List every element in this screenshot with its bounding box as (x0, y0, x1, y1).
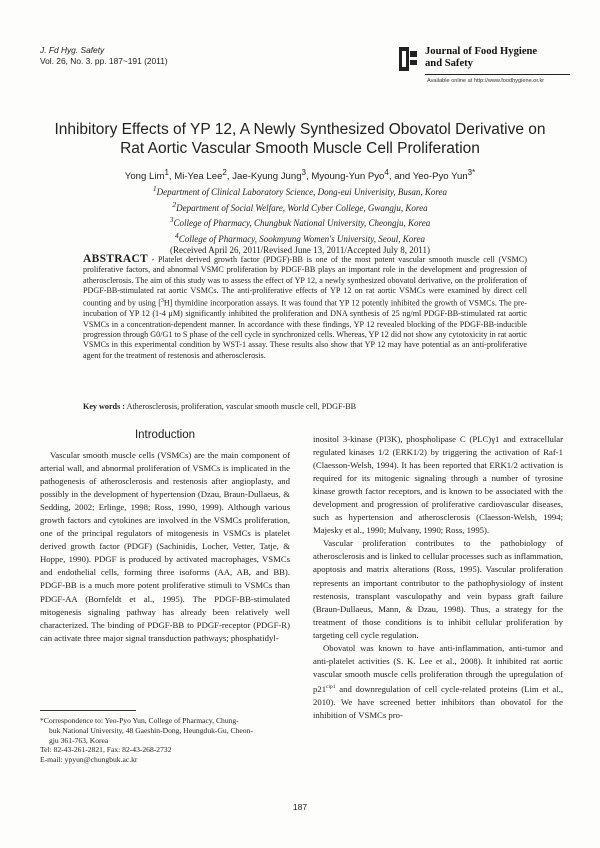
keywords-label: Key words : (83, 402, 125, 411)
affiliations (40, 183, 560, 257)
affiliation-line: $^4$College of Pharmacy, Sookmyung Women's University, Seoul, Korea (175, 230, 425, 244)
abstract-heading: ABSTRACT (83, 253, 149, 265)
online-availability: Available online at http://www.foodhygiene.or.kr (427, 78, 545, 84)
section-heading-introduction: Introduction (134, 429, 196, 441)
paper-title: Inhibitory Effects of YP 12, A Newly Synthesized Obovatol Derivative on Rat Aortic Vascular Smooth Muscle Cell Proliferation (54, 121, 546, 157)
footnote-divider (40, 710, 136, 711)
correspondence-footnote: *Correspondence to: Yeo-Pyo Yun, College of Pharmacy, Chung- buk National University, 48 Gaeshin-Dong, Heungduk-Gu, Cheon- gju 361-763, Korea Tel: 82-43-261-2821, Fax: 82-43-268-2732 E-mail: ypyun@chungbuk.ac.kr (40, 716, 253, 765)
paragraph: Vascular smooth muscle cells (VSMCs) are the main component of arterial wall, and abnormal proliferation of VSMCs is implicated in the pathogenesis of atherosclerosis and restenosis after angioplasty, and possibly in the development of hypertension (Dzau, Braun-Dullaeus, & Sedding, 2002; Erlinge, 1998; Ross, 1990, 1999). Although various growth factors and cytokines are involved in the VSMCs proliferation, one of the principal regulators of mitogenesis in VSMCs is platelet derived growth factor (PDGF) (Sachinidis, Locher, Vetter, Tatje, & Hoppe, 1990). PDGF is produced by activated macrophages, VSMCs and endothelial cells, forming three isoforms (AA, AB, and BB). PDGF-BB is a much more potent proliferative stimuli to VSMCs than PDGF-AA (Bornfeldt et al., 1995). The PDGF-BB-stimulated mitogenesis signaling pathway has already been relatively well characterized. The binding of PDGF-BB to PDGF-receptor (PDGF-R) can activate three major signal transduction pathways; phosphatidyl- (40, 450, 290, 643)
affiliation-line: $^3$College of Pharmacy, Chungbuk National University, Cheongju, Korea (169, 215, 431, 229)
received-dates: (Received April 26, 2011/Revised June 13, 2011/Accepted July 8, 2011) (170, 245, 430, 256)
right-column (313, 433, 563, 722)
paragraph: Vascular proliferation contributes to the pathobiology of atherosclerosis and is linked to cellular processes such as inflammation, apoptosis and matrix alterations (Ross, 1995). Vascular proliferation represents an important contributor to the pathophysiology of instent restenosis, transplant vasculopathy and vein bypass graft failure (Braun-Dullaeus, Mann, & Dzau, 1998). Thus, a strategy for the treatment of those conditions is to inhibit cellular proliferation by targeting cell cycle regulation. (313, 538, 563, 640)
journal-abbrev: J. Fd Hyg. Safety (40, 45, 105, 55)
paragraph: Obovatol was known to have anti-inflammation, anti-tumor and anti-platelet activities (S. K. Lee et al., 2008). It inhibited rat aortic vascular smooth muscle cells proliferation through the upregulation of $p21^{cip1}$ and downregulation of cell cycle-related proteins (Lim et al., 2010). We have screened better inhibitors than obovatol for the inhibition of VSMCs pro- (313, 642, 563, 720)
running-header (40, 45, 168, 67)
journal-emblem-icon (395, 45, 421, 73)
left-column (40, 449, 290, 645)
logo-divider (425, 74, 570, 75)
keywords (83, 402, 527, 412)
author-list: Yong Lim$^1$, Mi-Yea Lee$^2$, Jae-Kyung Jung$^3$, Myoung-Yun Pyo$^4$, and Yeo-Pyo Yun$^{3*}$ (124, 168, 476, 183)
page-number: 187 (292, 802, 308, 812)
affiliation-line: $^2$Department of Social Welfare, World Cyber College, Gwangju, Korea (172, 199, 428, 213)
affiliation-line: $^1$Department of Clinical Laboratory Science, Dong-eui Univerisity, Busan, Korea (152, 184, 448, 197)
volume-info: Vol. 26, No. 3. pp. 187~191 (2011) (40, 56, 168, 66)
abstract: ABSTRACT - Platelet derived growth factor (PDGF)-BB is one of the most potent vascular smooth muscle cell (VSMC) proliferative factors, and abnormal VSMC proliferation by PDGF-BB plays an important role in the development and progression of atherosclerosis. The aim of this study was to assess the effect of YP 12, a newly synthesized obovatol derivative, on the proliferation of PDGF-BB-stimulated rat aortic VSMCs. The anti-proliferative effects of YP 12 on rat aortic VSMCs were examined by direct cell counting and by using [$^3$H] thymidine incorporation assays. It was found that YP 12 potently inhibited the growth of VSMCs. The pre-incubation of YP 12 (1-4 μM) significantly inhibited the proliferation and DNA synthesis of 25 ng/ml PDGF-BB-stimulated rat aortic VSMCs in a concentration-dependent manner. In accordance with these findings, YP 12 revealed blocking of the PDGF-BB-inducible progression through G0/G1 to S phase of the cell cycle in synchronized cells. Whereas, YP 12 did not show any cytotoxicity in rat aortic VSMCs in this experimental condition by WST-1 assay. These results also show that YP 12 may have potential as an anti-proliferative agent for the treatment of restenosis and atherosclerosis. (83, 253, 527, 360)
abstract-text: - Platelet derived growth factor (PDGF)-BB is one of the most potent vascular smooth muscle cell (VSMC) proliferative factors, and abnormal VSMC proliferation by PDGF-BB plays an important role in the development and progression of atherosclerosis. The aim of this study was to assess the effect of YP 12, a newly synthesized obovatol derivative, on the proliferation of PDGF-BB-stimulated rat aortic VSMCs. The anti-proliferative effects of YP 12 on rat aortic VSMCs were examined by direct cell counting and by using [ (83, 255, 527, 309)
keywords-text: Atherosclerosis, proliferation, vascular smooth muscle cell, PDGF-BB (124, 402, 357, 411)
journal-name: Journal of Food Hygiene and Safety (425, 46, 538, 69)
journal-logo-block (395, 45, 570, 85)
paragraph: inositol 3-kinase (PI3K), phospholipase C (PLC)γ1 and extracellular regulated kinases 1/2 (ERK1/2) by triggering the activation of Raf-1 (Claesson-Welsh, 1994). It has been reported that ERK1/2 activation is required for its mitogenic signaling through a number of tyrosine kinase growth factor receptors, and is known to be associated with the development and progression of proliferative cardiovascular diseases, such as hypertension and atherosclerosis (Claesson-Welsh, 1994; Majesky et al., 1990; Mulvany, 1990; Ross, 1995). (313, 434, 563, 536)
